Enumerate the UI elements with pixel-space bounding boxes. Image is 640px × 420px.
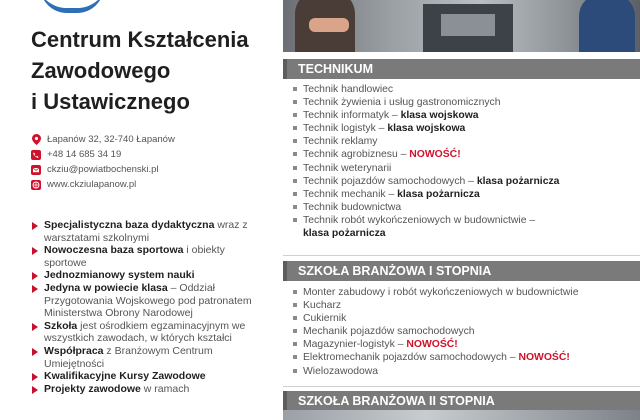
photo-machine-detail: [441, 14, 495, 36]
feature-item: Nowoczesna baza sportowa i obiekty sportowe: [30, 244, 262, 269]
contact-phone[interactable]: [31, 147, 271, 162]
envelope-icon: [31, 165, 41, 175]
feature-item: Współpraca z Branżowym Centrum Umiejętności: [30, 345, 262, 370]
technikum-list: [293, 83, 633, 240]
location-pin-icon: [31, 135, 41, 145]
section-heading-branzowa-1: SZKOŁA BRANŻOWA I STOPNIA: [283, 261, 640, 281]
feature-item: Specjalistyczna baza dydaktyczna wraz z warsztatami szkolnymi: [30, 219, 262, 244]
section-heading-branzowa-2: SZKOŁA BRANŻOWA II STOPNIA: [283, 391, 640, 411]
divider: [283, 386, 640, 387]
feature-list: [30, 219, 262, 395]
title-line-3: i Ustawicznego: [31, 89, 190, 114]
phone-text[interactable]: +48 14 685 34 19: [47, 149, 122, 160]
list-item: Monter zabudowy i robót wykończeniowych w budownictwie: [293, 286, 633, 299]
feature-item: Kwalifikacyjne Kursy Zawodowe: [30, 370, 262, 383]
contact-email[interactable]: [31, 162, 271, 177]
list-item: Magazynier-logistyk – NOWOŚĆ!: [293, 338, 633, 351]
logo-arc: [40, 0, 104, 13]
photo-strip: [283, 410, 640, 420]
address-text: Łapanów 32, 32-740 Łapanów: [47, 134, 175, 145]
list-item: Technik reklamy: [293, 135, 633, 148]
list-item: Technik mechanik – klasa pożarnicza: [293, 188, 633, 201]
list-item: Mechanik pojazdów samochodowych: [293, 325, 633, 338]
feature-item: Szkoła jest ośrodkiem egzaminacyjnym we wszystkich zawodach, w których kształci: [30, 320, 262, 345]
list-item: Technik informatyk – klasa wojskowa: [293, 109, 633, 122]
feature-item: Jednozmianowy system nauki: [30, 269, 262, 282]
list-item: Technik agrobiznesu – NOWOŚĆ!: [293, 148, 633, 161]
list-item: Technik pojazdów samochodowych – klasa pożarnicza: [293, 175, 633, 188]
globe-icon: [31, 180, 41, 190]
list-item: Technik weterynarii: [293, 162, 633, 175]
list-item: Technik logistyk – klasa wojskowa: [293, 122, 633, 135]
divider: [283, 255, 640, 256]
list-item: Technik żywienia i usług gastronomicznych: [293, 96, 633, 109]
list-item: Technik robót wykończeniowych w budownictwie – klasa pożarnicza: [293, 214, 633, 240]
list-item: Elektromechanik pojazdów samochodowych – NOWOŚĆ!: [293, 351, 633, 364]
list-item: Technik handlowiec: [293, 83, 633, 96]
phone-icon: [31, 150, 41, 160]
title-line-1: Centrum Kształcenia: [31, 27, 249, 52]
section-heading-technikum: TECHNIKUM: [283, 59, 640, 79]
list-item: Wielozawodowa: [293, 365, 633, 378]
photo-person-right: [579, 0, 635, 52]
page-title: [31, 24, 281, 117]
workshop-photo: [283, 0, 640, 52]
title-line-2: Zawodowego: [31, 58, 171, 83]
list-item: Technik budownictwa: [293, 201, 633, 214]
branzowa1-list: [293, 286, 633, 378]
list-item: Kucharz: [293, 299, 633, 312]
list-item: Cukiernik: [293, 312, 633, 325]
website-text[interactable]: www.ckziulapanow.pl: [47, 179, 137, 190]
contact-address: [31, 132, 271, 147]
contact-website[interactable]: [31, 177, 271, 192]
feature-item: Projekty zawodowe w ramach: [30, 383, 262, 396]
email-text[interactable]: ckziu@powiatbochenski.pl: [47, 164, 159, 175]
photo-arm: [309, 18, 349, 32]
feature-item: Jedyna w powiecie klasa – Oddział Przygotowania Wojskowego pod patronatem Ministerstwa Obrony Narodowej: [30, 282, 262, 320]
contact-block: [31, 132, 271, 192]
